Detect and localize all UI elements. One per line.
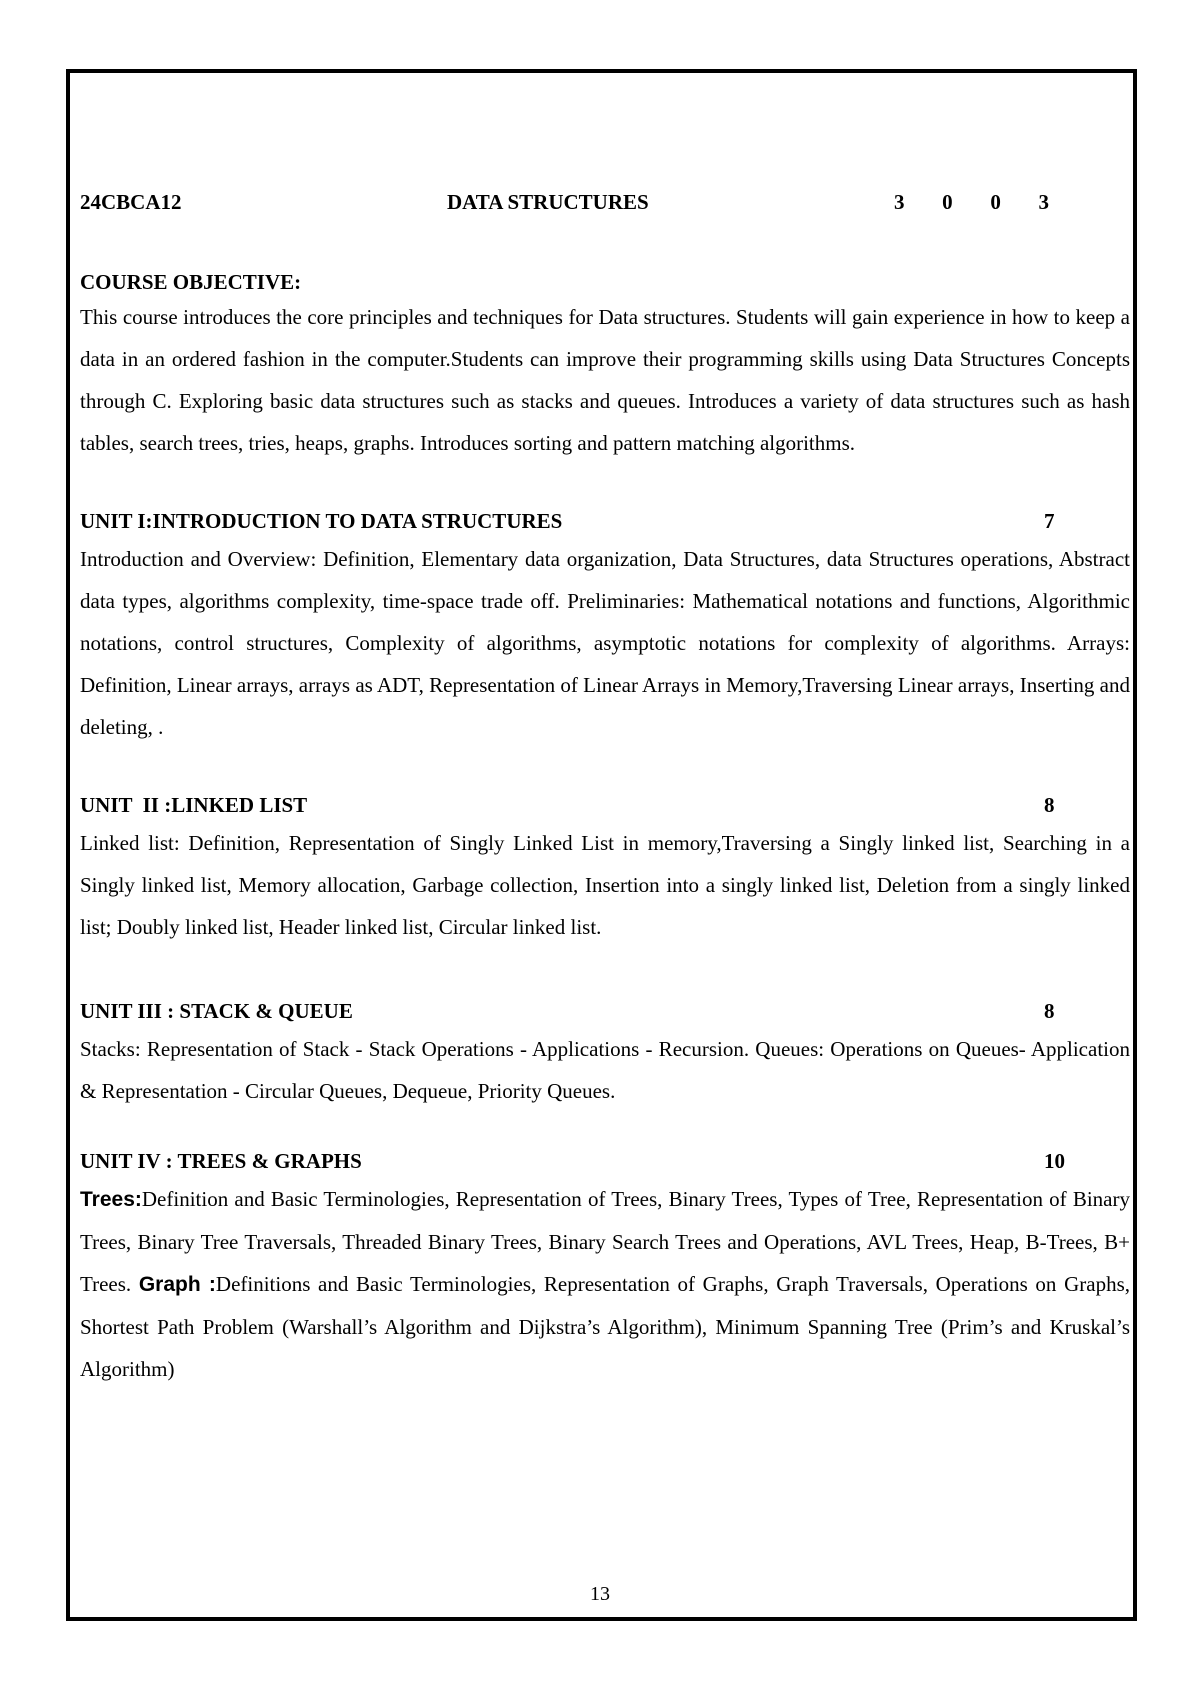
syllabus-content — [80, 184, 1132, 1390]
unit-3-hours: 8 — [1044, 999, 1055, 1023]
unit-1-text: Introduction and Overview: Definition, Elementary data organization, Data Structures, data Structures operations, Abstract data types, algorithms complexity, time-space trade off. Preliminaries: Mathematical notations and functions, Algorithmic notations, control structures, Complexity of algorithms, asymptotic notations for complexity of algorithms. Arrays: Definition, Linear arrays, arrays as ADT, Representation of Linear Arrays in Memory,Traversing Linear arrays, Inserting and deleting, . — [80, 547, 1130, 739]
unit-2-title: UNIT II :LINKED LIST — [80, 793, 308, 817]
unit-2-text: Linked list: Definition, Representation of Singly Linked List in memory,Traversing a Singly linked list, Searching in a Singly linked list, Memory allocation, Garbage collection, Insertion into a singly linked list, Deletion from a singly linked list; Doubly linked list, Header linked list, Circular linked list. — [80, 831, 1130, 939]
graph-label: Graph : — [138, 1273, 216, 1296]
credit-total: 3 — [1038, 190, 1049, 214]
course-title: DATA STRUCTURES — [447, 190, 649, 214]
graph-text: Definitions and Basic Terminologies, Representation of Graphs, Graph Traversals, Operations on Graphs, Shortest Path Problem (Warshall’s Algorithm and Dijkstra’s Algorithm), Minimum Spanning Tree (Prim’s and Kruskal’s Algorithm) — [80, 1272, 1130, 1381]
credit-practical: 0 — [990, 190, 1001, 214]
course-header — [80, 184, 1132, 224]
unit-4-hours: 10 — [1044, 1149, 1065, 1173]
unit-3 — [80, 994, 1132, 1112]
objective-title: COURSE OBJECTIVE: — [80, 270, 302, 294]
unit-2-header — [80, 788, 1132, 822]
unit-2 — [80, 788, 1132, 948]
unit-2-hours: 8 — [1044, 793, 1055, 817]
unit-3-text: Stacks: Representation of Stack - Stack Operations - Applications - Recursion. Queues: Operations on Queues- Application & Representation - Circular Queues, Dequeue, Priority Queues. — [80, 1037, 1130, 1103]
course-credits — [894, 190, 1049, 215]
course-code: 24CBCA12 — [80, 190, 182, 214]
credit-lecture: 3 — [894, 190, 905, 214]
unit-1-header — [80, 504, 1132, 538]
page-number: 13 — [590, 1583, 610, 1605]
credit-tutorial: 0 — [942, 190, 953, 214]
trees-label: Trees: — [80, 1188, 142, 1211]
unit-4-text — [80, 1178, 1130, 1390]
unit-4-title: UNIT IV : TREES & GRAPHS — [80, 1149, 362, 1173]
unit-1-hours: 7 — [1044, 509, 1055, 533]
unit-4-header — [80, 1144, 1132, 1178]
unit-1 — [80, 504, 1132, 748]
unit-3-header — [80, 994, 1132, 1028]
unit-1-title: UNIT I:INTRODUCTION TO DATA STRUCTURES — [80, 509, 563, 533]
unit-3-title: UNIT III : STACK & QUEUE — [80, 999, 353, 1023]
objective-text: This course introduces the core principles and techniques for Data structures. Students will gain experience in how to keep a data in an ordered fashion in the computer.Students can improve their programming skills using Data Structures Concepts through C. Exploring basic data structures such as stacks and queues. Introduces a variety of data structures such as hash tables, search trees, tries, heaps, graphs. Introduces sorting and pattern matching algorithms. — [80, 305, 1130, 455]
trees-text: Definition and Basic Terminologies, Representation of Trees, Binary Trees, Types of Tree, Representation of Binary Trees, Binary Tree Traversals, Threaded Binary Trees, Binary Search Trees and Operations, AVL Trees, Heap, B-Trees, B+ Trees. — [80, 1187, 1130, 1296]
unit-4 — [80, 1144, 1132, 1390]
